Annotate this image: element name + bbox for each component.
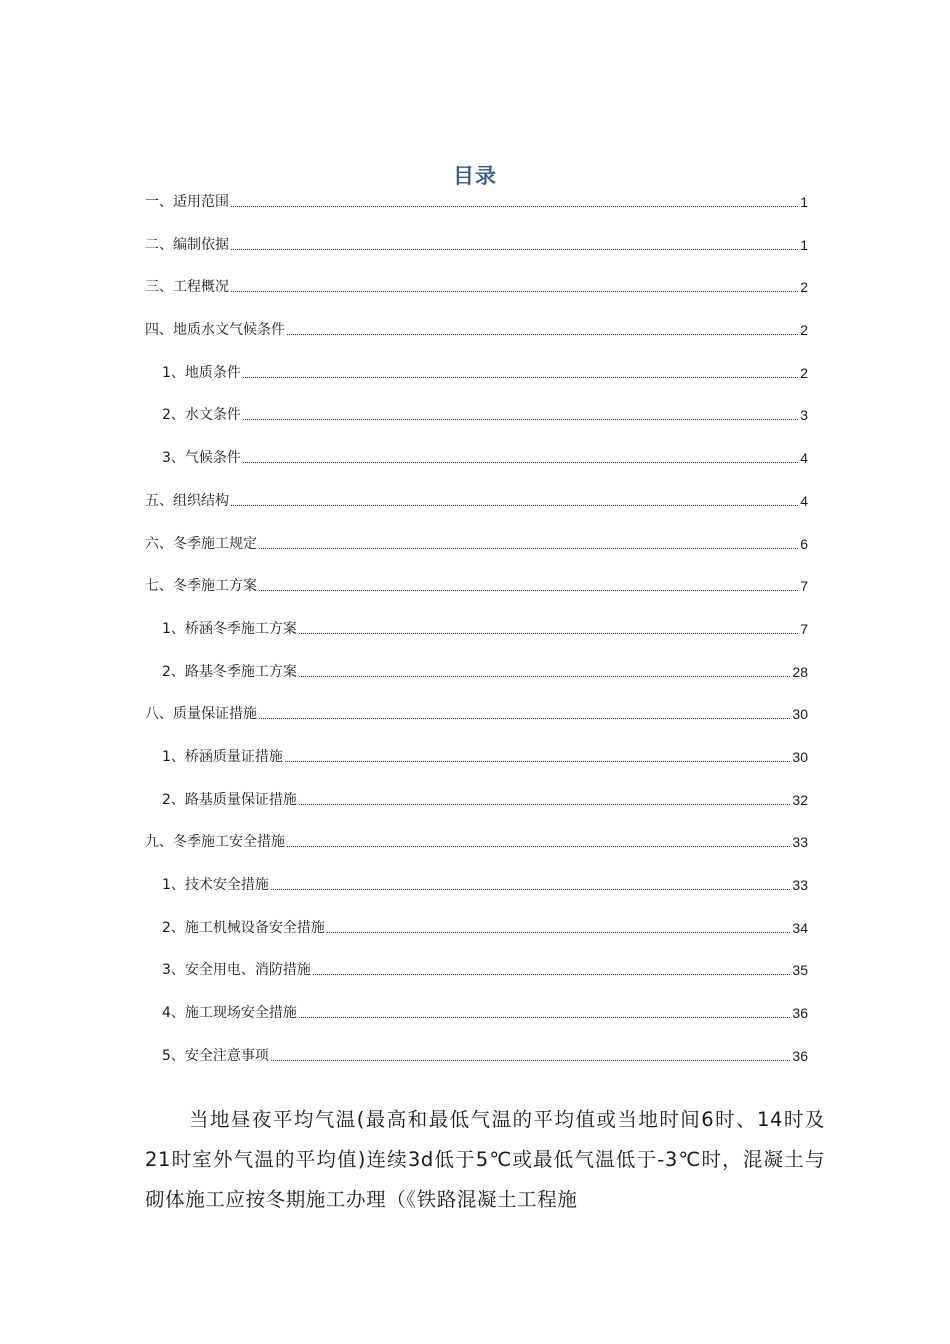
toc-entry-label: 4、施工现场安全措施 <box>162 1005 297 1022</box>
toc-entry-label: 3、气候条件 <box>162 450 241 467</box>
toc-entry[interactable] <box>145 917 808 960</box>
toc-entry[interactable] <box>145 746 808 789</box>
toc-dot-leader <box>299 661 791 683</box>
toc-dot-leader <box>287 319 798 341</box>
toc-entry-label: 九、冬季施工安全措施 <box>145 834 285 851</box>
toc-entry-page-number: 30 <box>792 748 808 765</box>
toc-dot-leader <box>271 874 791 896</box>
toc-entry[interactable] <box>145 618 808 661</box>
toc-entry[interactable] <box>145 533 808 576</box>
toc-entry-page-number: 4 <box>800 492 808 509</box>
toc-entry-label: 六、冬季施工规定 <box>145 535 257 552</box>
body-paragraph: 当地昼夜平均气温(最高和最低气温的平均值或当地时间6时、14时及21时室外气温的平均值)连续3d低于5℃或最低气温低于-3℃时，混凝土与砌体施工应按冬期施工办理（《铁路混凝土工程施 <box>145 1107 825 1211</box>
toc-entry-page-number: 30 <box>792 706 808 723</box>
toc-entry-label: 2、水文条件 <box>162 407 241 424</box>
toc-dot-leader <box>327 917 791 939</box>
toc-dot-leader <box>231 234 798 256</box>
toc-entry-page-number: 36 <box>792 1005 808 1022</box>
toc-dot-leader <box>259 575 798 597</box>
toc-entry-page-number: 7 <box>800 578 808 595</box>
toc-entry-label: 1、地质条件 <box>162 364 241 381</box>
toc-dot-leader <box>287 831 790 853</box>
toc-entry[interactable] <box>145 191 808 234</box>
toc-entry-page-number: 6 <box>800 535 808 552</box>
toc-entry-label: 2、路基质量保证措施 <box>162 791 297 808</box>
toc-entry-page-number: 35 <box>792 962 808 979</box>
toc-entry-label: 2、路基冬季施工方案 <box>162 663 297 680</box>
toc-dot-leader <box>231 490 798 512</box>
toc-entry-label: 2、施工机械设备安全措施 <box>162 919 325 936</box>
toc-entry-page-number: 2 <box>800 322 808 339</box>
toc-entry[interactable] <box>145 319 808 362</box>
toc-entry-label: 1、技术安全措施 <box>162 877 269 893</box>
toc-entry[interactable] <box>145 447 808 490</box>
toc-dot-leader <box>313 959 791 981</box>
toc-entry-page-number: 7 <box>800 620 808 637</box>
toc-entry-page-number: 1 <box>800 236 808 253</box>
toc-entry-page-number: 33 <box>792 834 808 851</box>
toc-entry[interactable] <box>145 874 808 917</box>
toc-entry-page-number: 32 <box>792 791 808 808</box>
toc-dot-leader <box>271 1045 791 1067</box>
toc-entry[interactable] <box>145 404 808 447</box>
toc-entry-label: 5、安全注意事项 <box>162 1047 269 1064</box>
toc-entry-page-number: 28 <box>792 663 808 680</box>
toc-dot-leader <box>231 191 798 213</box>
toc-dot-leader <box>285 746 791 768</box>
toc-entry-page-number: 3 <box>800 407 808 424</box>
toc-entry-page-number: 2 <box>800 279 808 296</box>
toc-entry-page-number: 4 <box>800 450 808 467</box>
toc-dot-leader <box>243 362 798 384</box>
toc-entry-label: 3、安全用电、消防措施 <box>162 962 311 979</box>
toc-entry-label: 五、组织结构 <box>145 492 229 509</box>
toc-entry-label: 三、工程概况 <box>145 279 229 296</box>
toc-entry[interactable] <box>145 703 808 746</box>
table-of-contents <box>145 191 808 1087</box>
toc-entry-label: 八、质量保证措施 <box>145 706 257 723</box>
toc-entry-page-number: 34 <box>792 919 808 936</box>
toc-entry-label: 一、适用范围 <box>145 194 229 210</box>
toc-entry[interactable] <box>145 1045 808 1088</box>
toc-entry-page-number: 33 <box>792 877 808 893</box>
toc-entry-label: 二、编制依据 <box>145 236 229 253</box>
toc-dot-leader <box>231 276 798 298</box>
toc-entry-page-number: 2 <box>800 364 808 381</box>
toc-dot-leader <box>259 703 790 725</box>
toc-entry[interactable] <box>145 490 808 533</box>
toc-entry-page-number: 36 <box>792 1047 808 1064</box>
toc-entry[interactable] <box>145 831 808 874</box>
toc-entry[interactable] <box>145 276 808 319</box>
toc-entry[interactable] <box>145 1002 808 1045</box>
toc-entry[interactable] <box>145 575 808 618</box>
toc-entry[interactable] <box>145 234 808 277</box>
toc-entry[interactable] <box>145 789 808 832</box>
toc-dot-leader <box>259 533 798 555</box>
toc-dot-leader <box>299 1002 791 1024</box>
toc-entry[interactable] <box>145 959 808 1002</box>
toc-entry-label: 七、冬季施工方案 <box>145 578 257 595</box>
toc-dot-leader <box>243 404 798 426</box>
toc-entry[interactable] <box>145 362 808 405</box>
toc-entry-label: 1、桥涵质量证措施 <box>162 748 283 765</box>
toc-dot-leader <box>243 447 798 469</box>
toc-dot-leader <box>299 789 791 811</box>
toc-entry[interactable] <box>145 661 808 704</box>
toc-entry-page-number: 1 <box>800 194 808 210</box>
toc-entry-label: 四、地质水文气候条件 <box>145 322 285 339</box>
toc-dot-leader <box>299 618 798 640</box>
toc-entry-label: 1、桥涵冬季施工方案 <box>162 620 297 637</box>
toc-title: 目录 <box>453 164 497 188</box>
